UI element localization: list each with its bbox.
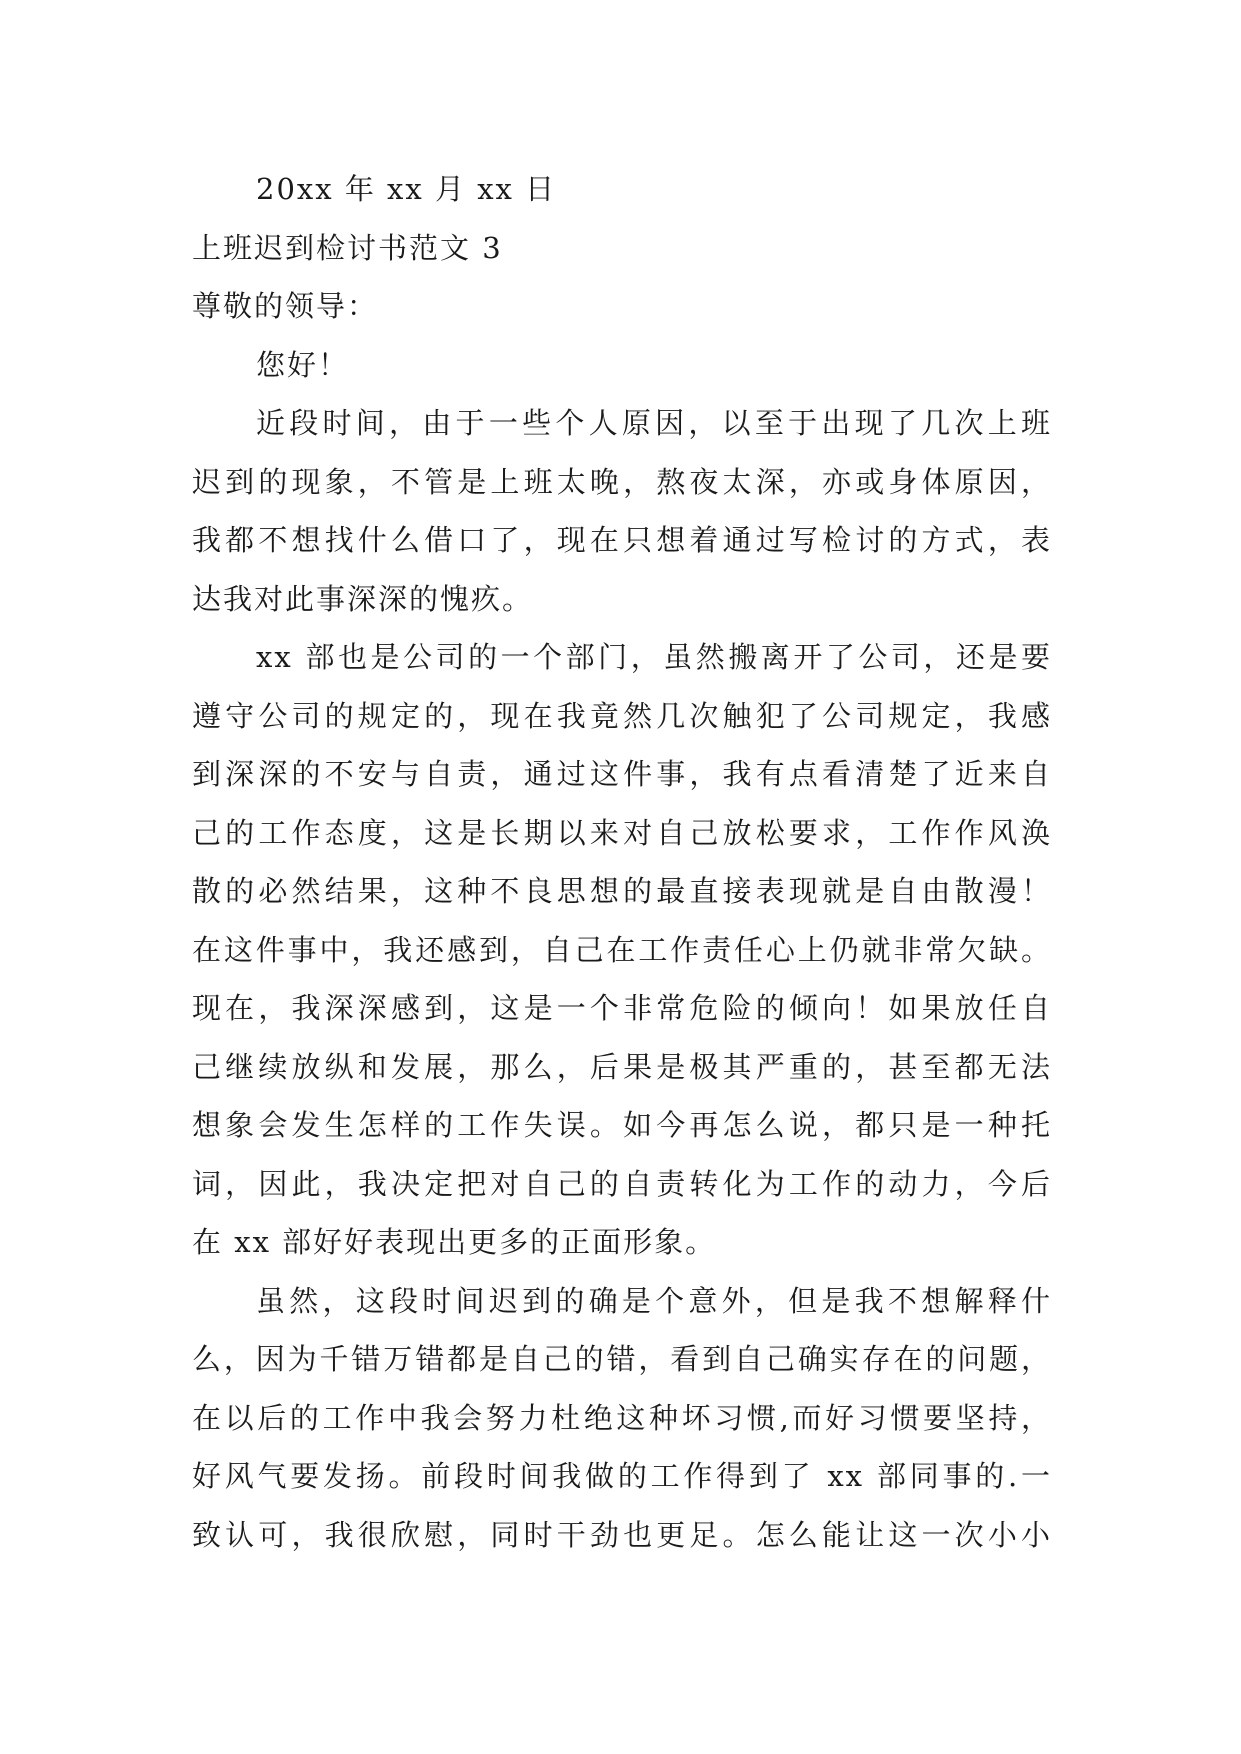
paragraph-line: 在 xx 部好好表现出更多的正面形象。 [192,1225,717,1259]
paragraph-line: 在这件事中，我还感到，自己在工作责任心上仍就非常欠缺。 [192,932,1052,967]
greeting: 您好！ [256,347,350,382]
paragraph-line: 遵守公司的规定的，现在我竟然几次触犯了公司规定，我感 [192,698,1052,733]
paragraph-line: 己继续放纵和发展，那么，后果是极其严重的，甚至都无法 [192,1049,1052,1084]
paragraph-line: 到深深的不安与自责，通过这件事，我有点看清楚了近来自 [192,757,1052,791]
paragraph-line: 词，因此，我决定把对自己的自责转化为工作的动力，今后 [192,1166,1052,1201]
paragraph-line: xx 部也是公司的一个部门，虽然搬离开了公司，还是要 [256,640,1052,674]
paragraph-line: 现在，我深深感到，这是一个非常危险的倾向！如果放任自 [192,991,1052,1025]
paragraph-line: 己的工作态度，这是长期以来对自己放松要求，工作作风涣 [192,815,1052,850]
paragraph-line: 我都不想找什么借口了，现在只想着通过写检讨的方式，表 [192,523,1052,557]
paragraph-line: 虽然，这段时间迟到的确是个意外，但是我不想解释什 [256,1283,1052,1318]
paragraph-line: 散的必然结果，这种不良思想的最直接表现就是自由散漫！ [192,874,1052,908]
document-title: 上班迟到检讨书范文 3 [192,230,503,265]
paragraph-line: 想象会发生怎样的工作失误。如今再怎么说，都只是一种托 [192,1108,1052,1142]
paragraph-line: 近段时间，由于一些个人原因，以至于出现了几次上班 [256,406,1052,440]
paragraph-line: 在以后的工作中我会努力杜绝这种坏习惯,而好习惯要坚持， [192,1400,1052,1435]
paragraph-line: 么，因为千错万错都是自己的错，看到自己确实存在的问题， [192,1342,1052,1376]
paragraph-line: 达我对此事深深的愧疚。 [192,581,534,616]
document-body [192,160,1052,1564]
salutation: 尊敬的领导： [192,289,379,323]
paragraph-line: 迟到的现象，不管是上班太晚，熬夜太深，亦或身体原因， [192,464,1052,499]
paragraph-line: 致认可，我很欣慰，同时干劲也更足。怎么能让这一次小小 [192,1517,1052,1552]
date-line: 20xx 年 xx 月 xx 日 [256,172,557,206]
paragraph-line: 好风气要发扬。前段时间我做的工作得到了 xx 部同事的.一 [192,1459,1052,1493]
